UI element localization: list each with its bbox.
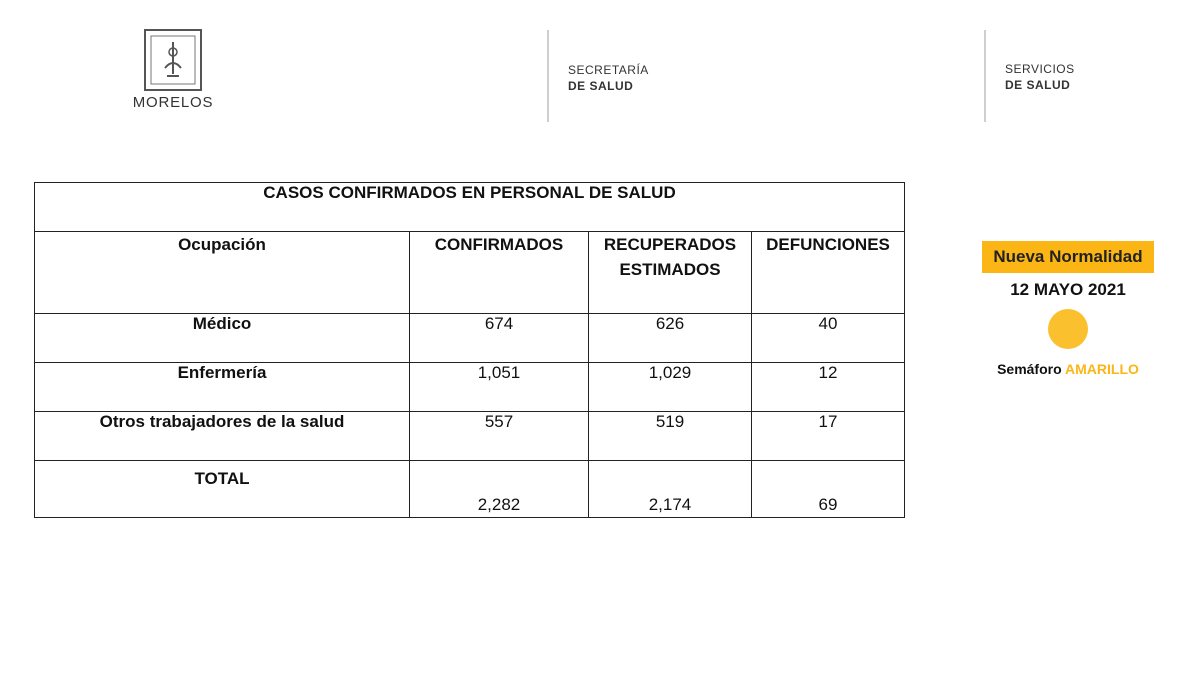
col-header-deaths: DEFUNCIONES bbox=[752, 232, 905, 314]
total-recovered: 2,174 bbox=[589, 461, 752, 518]
cases-table bbox=[34, 182, 905, 518]
table-header-row bbox=[35, 232, 905, 314]
total-confirmed: 2,282 bbox=[410, 461, 589, 518]
state-name: MORELOS bbox=[132, 94, 214, 111]
total-deaths: 69 bbox=[752, 461, 905, 518]
status-badge: Nueva Normalidad bbox=[982, 241, 1154, 273]
confirmed-cell: 1,051 bbox=[410, 363, 589, 412]
deaths-cell: 12 bbox=[752, 363, 905, 412]
deaths-cell: 40 bbox=[752, 314, 905, 363]
org2-line2: DE SALUD bbox=[1005, 78, 1071, 92]
morelos-seal-icon bbox=[143, 28, 203, 92]
col-header-recovered: RECUPERADOS ESTIMADOS bbox=[589, 232, 752, 314]
table-title-row bbox=[35, 183, 905, 232]
table-total-row bbox=[35, 461, 905, 518]
col-header-confirmed: CONFIRMADOS bbox=[410, 232, 589, 314]
org2-line1: SERVICIOS bbox=[1005, 62, 1075, 76]
org1-line1: SECRETARÍA bbox=[568, 63, 649, 77]
secretaria-salud-logo bbox=[568, 62, 649, 94]
semaforo-text: Semáforo bbox=[997, 361, 1062, 377]
header-divider bbox=[984, 30, 986, 122]
recovered-cell: 519 bbox=[589, 412, 752, 461]
recovered-cell: 1,029 bbox=[589, 363, 752, 412]
occupation-cell: Otros trabajadores de la salud bbox=[35, 412, 410, 461]
recovered-cell: 626 bbox=[589, 314, 752, 363]
col-header-occupation: Ocupación bbox=[35, 232, 410, 314]
table-title: CASOS CONFIRMADOS EN PERSONAL DE SALUD bbox=[35, 183, 905, 232]
morelos-logo bbox=[128, 28, 218, 111]
table-row bbox=[35, 363, 905, 412]
servicios-salud-logo bbox=[1005, 61, 1075, 93]
semaforo-color-text: AMARILLO bbox=[1065, 361, 1139, 377]
confirmed-cell: 674 bbox=[410, 314, 589, 363]
status-date: 12 MAYO 2021 bbox=[1010, 280, 1126, 299]
table-row bbox=[35, 412, 905, 461]
deaths-cell: 17 bbox=[752, 412, 905, 461]
org1-line2: DE SALUD bbox=[568, 79, 634, 93]
total-label: TOTAL bbox=[35, 461, 410, 518]
table-row bbox=[35, 314, 905, 363]
occupation-cell: Enfermería bbox=[35, 363, 410, 412]
status-panel bbox=[968, 241, 1168, 377]
confirmed-cell: 557 bbox=[410, 412, 589, 461]
occupation-cell: Médico bbox=[35, 314, 410, 363]
semaforo-light-icon bbox=[1048, 309, 1088, 349]
semaforo-label bbox=[968, 361, 1168, 377]
header-divider bbox=[547, 30, 549, 122]
